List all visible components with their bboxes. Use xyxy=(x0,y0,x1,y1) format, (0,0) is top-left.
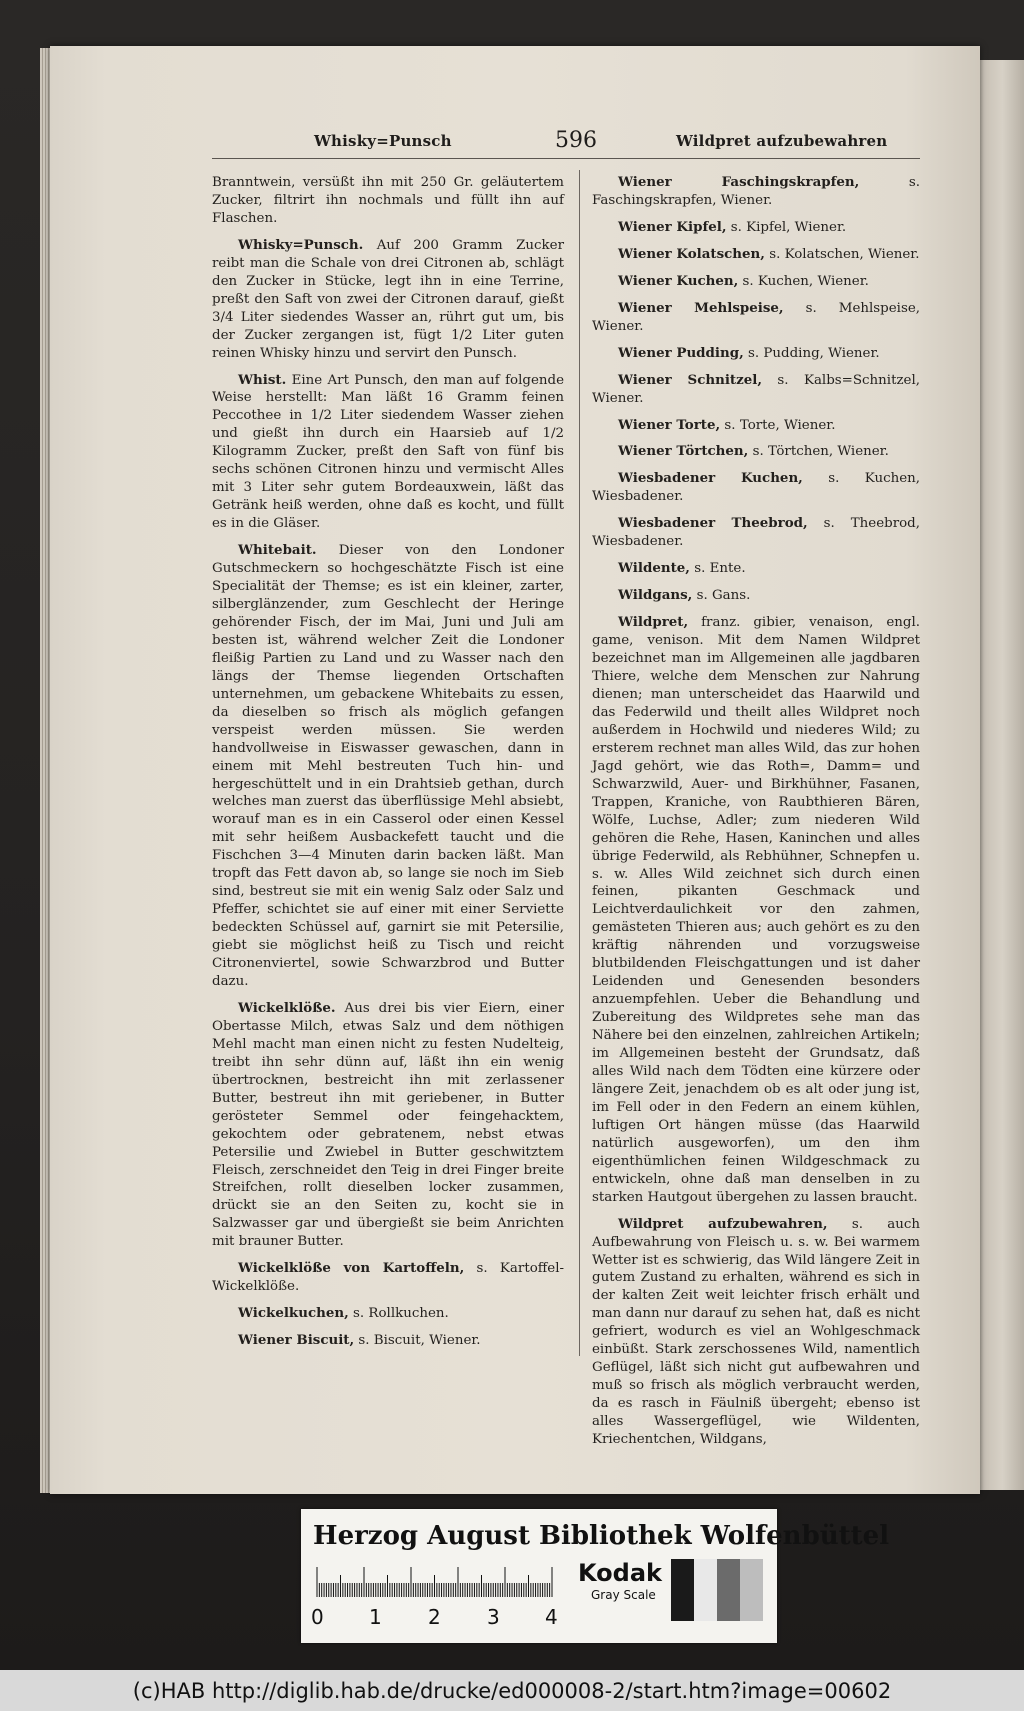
scale-number: 4 xyxy=(545,1605,558,1629)
entry-text: s. Törtchen, Wiener. xyxy=(748,444,889,460)
entry-keyword: Wildente, xyxy=(618,560,690,577)
entry-keyword: Whist. xyxy=(238,371,287,388)
entry-keyword: Wiesbadener Kuchen, xyxy=(618,470,803,487)
entry-text: Auf 200 Gramm Zucker reibt man die Schale von drei Citronen ab, schlägt den Zucker in Stücke, legt ihn in eine Terrine, preßt den Saft von zwei der Citronen darauf, gießt 3/4 Liter siedendes Wasser an, rührt gut um, bis der Zucker zergangen ist, fügt 1/2 Liter guten reinen Whisky hinzu und servirt den Punsch. xyxy=(212,237,564,361)
entry-keyword: Wickelklöße. xyxy=(238,999,336,1016)
entry-keyword: Whisky=Punsch. xyxy=(238,236,364,253)
entry-text: s. Rollkuchen. xyxy=(348,1306,449,1322)
dictionary-entry xyxy=(592,246,920,264)
entry-text: s. Theebrod, Wiesbadener. xyxy=(592,516,920,550)
dictionary-entry xyxy=(592,300,920,336)
dictionary-entry xyxy=(212,237,564,363)
right-text-column xyxy=(592,174,920,1458)
entry-text: s. auch Aufbewahrung von Fleisch u. s. w. Bei warmem Wetter ist es schwierig, das Wild längere Zeit in gutem Zustand zu erhalten, während es sich in der kalten Zeit weit leichter frisch erhält und man dann nur darauf zu sehen hat, daß es nicht gefriert, wodurch es viel an Wohlgeschmack einbüßt. Stark zerschossenes Wild, namentlich Geflügel, läßt sich nicht gut aufbewahren und muß so frisch als möglich verbraucht werden, da es rasch in Fäulniß übergeht; ebenso ist alles Wassergeflügel, wie Wildenten, Kriechentchen, Wildgans, xyxy=(592,1216,920,1448)
kodak-brand: Kodak xyxy=(578,1559,662,1587)
entry-keyword: Wiener Kuchen, xyxy=(618,272,739,289)
library-color-target xyxy=(301,1509,890,1643)
dictionary-entry xyxy=(212,542,564,991)
dictionary-entry xyxy=(592,515,920,551)
library-name: Herzog August Bibliothek Wolfenbüttel xyxy=(313,1521,890,1551)
dictionary-entry xyxy=(212,1305,564,1323)
entry-text: s. Kuchen, Wiener. xyxy=(738,273,869,289)
dictionary-entry xyxy=(592,372,920,408)
entry-text: s. Kolatschen, Wiener. xyxy=(764,246,920,262)
gray-scale-caption: Gray Scale xyxy=(591,1588,656,1602)
entry-keyword: Wiener Faschingskrapfen, xyxy=(618,174,860,190)
dictionary-entry xyxy=(592,345,920,363)
scale-number: 3 xyxy=(487,1605,500,1629)
running-head-right: Wildpret aufzubewahren xyxy=(676,132,888,150)
entry-text: s. Kalbs=Schnitzel, Wiener. xyxy=(592,372,920,406)
entry-text: Aus drei bis vier Eiern, einer Obertasse Milch, etwas Salz und dem nöthigen Mehl macht man einen nicht zu festen Nudelteig, treibt ihn sehr dünn auf, läßt ihn ein wenig übertrocknen, bestreicht ihn mit zerlassener Butter, bestreut ihn mit geriebener, in Butter gerösteter Semmel oder feingehacktem, gekochtem oder gebratenem, nebst etwas Petersilie und Zwiebel in Butter geschwitztem Fleisch, zerschneidet den Teig in drei Finger breite Streifchen, rollt dieselben locker zusammen, drückt sie an den Seiten zu, kocht sie in Salzwasser gar und übergießt sie beim Anrichten mit brauner Butter. xyxy=(212,1000,564,1250)
dictionary-entry xyxy=(592,560,920,578)
dictionary-entry xyxy=(212,1332,564,1350)
entry-text: s. Biscuit, Wiener. xyxy=(354,1333,481,1349)
left-text-column xyxy=(212,174,564,1359)
entry-keyword: Wickelklöße von Kartoffeln, xyxy=(238,1260,465,1277)
entry-text: s. Torte, Wiener. xyxy=(720,417,836,433)
scale-number: 1 xyxy=(369,1605,382,1629)
dictionary-entry xyxy=(592,587,920,605)
gray-scale-patches xyxy=(671,1559,763,1621)
entry-text: s. Kuchen, Wiesbadener. xyxy=(592,471,921,505)
dictionary-entry xyxy=(592,443,920,461)
footer-bar xyxy=(0,1670,1024,1711)
entry-text: s. Pudding, Wiener. xyxy=(743,345,880,361)
dictionary-entry xyxy=(212,1000,564,1251)
entry-text: Dieser von den Londoner Gutschmeckern so hochgeschätzte Fisch ist eine Specialität der Themse; es ist ein kleiner, zarter, silberglänzender, zum Geschlecht der Heringe gehörender Fisch, der im Mai, Juni und Juli am besten ist, während welcher Zeit die Londoner fleißig Partien zu Land und zu Wasser nach den längs der Themse liegenden Ortschaften unternehmen, um gebackene Whitebaits zu essen, da dieselben so frisch als möglich gefangen verspeist werden müssen. Sie werden handvollweise in Eiswasser gewaschen, dann in einem mit Mehl bestreuten Tuch hin- und hergeschüttelt und in ein Drahtsieb gethan, durch welches man zuerst das überflüssige Mehl absiebt, worauf man es in ein Casserol oder einen Kessel mit sehr heißem Ausbackefett taucht und die Fischchen 3—4 Minuten darin backen läßt. Man tropft das Fett davon ab, so lange sie noch im Sieb sind, bestreut sie mit ein wenig Salz oder Salz und Pfeffer, schichtet sie auf einer mit einer Serviette bedeckten Schüssel auf, garnirt sie mit Petersilie, giebt sie möglichst heiß zu Tisch und reicht Citronenviertel, sowie Schwarzbrod und Butter dazu. xyxy=(212,543,564,989)
entry-keyword: Wildgans, xyxy=(618,587,693,604)
entry-keyword: Wiener Kipfel, xyxy=(618,218,727,235)
entry-text: Eine Art Punsch, den man auf folgende Weise herstellt: Man läßt 16 Gramm feinen Peccothee in 1/2 Liter siedendem Wasser ziehen und gießt ihn durch ein Haarsieb auf 1/2 Kilogramm Zucker, preßt den Saft von fünf bis sechs schönen Citronen hinzu und vermischt Alles mit 3 Liter sehr gutem Bordeauxwein, läßt das Getränk heiß werden, ohne daß es kocht, und füllt es in die Gläser. xyxy=(212,372,564,532)
entry-keyword: Wildpret aufzubewahren, xyxy=(618,1215,828,1232)
entry-keyword: Wiener Kolatschen, xyxy=(618,245,765,262)
running-head-left: Whisky=Punsch xyxy=(314,132,452,150)
page-number: 596 xyxy=(555,128,597,153)
entry-keyword: Whitebait. xyxy=(238,542,317,559)
dictionary-entry xyxy=(592,614,920,1206)
dictionary-entry xyxy=(212,372,564,534)
scale-number: 2 xyxy=(428,1605,441,1629)
gray-patch xyxy=(671,1559,694,1621)
entry-text: s. Faschingskrapfen, Wiener. xyxy=(592,175,920,208)
entry-keyword: Wiener Pudding, xyxy=(618,344,744,361)
dictionary-entry xyxy=(592,470,920,506)
gray-patch xyxy=(717,1559,740,1621)
scale-ruler xyxy=(315,1563,565,1597)
copyright-url: (c)HAB http://diglib.hab.de/drucke/ed000008-2/start.htm?image=00602 xyxy=(132,1679,892,1703)
column-divider xyxy=(579,170,580,1356)
entry-text: s. Gans. xyxy=(692,588,751,604)
entry-text: s. Kipfel, Wiener. xyxy=(726,219,847,235)
entry-keyword: Wiener Biscuit, xyxy=(238,1332,355,1349)
entry-keyword: Wildpret, xyxy=(618,614,689,631)
entry-keyword: Wiesbadener Theebrod, xyxy=(618,515,808,532)
entry-text: franz. gibier, venaison, engl. game, venison. Mit dem Namen Wildpret bezeichnet man im Allgemeinen alle jagdbaren Thiere, welche dem Menschen zur Nahrung dienen; man unterscheidet das Haarwild und das Federwild und theilt alles Wildpret noch außerdem in Hochwild und niederes Wild; zu ersterem rechnet man alles Wild, das zur hohen Jagd gehört, wie das Roth=, Damm= und Schwarzwild, Auer- und Birkhühner, Fasanen, Trappen, Kraniche, von Raubthieren Bären, Wölfe, Luchse, Adler; zum niederen Wild gehören die Rehe, Hasen, Kaninchen und alles übrige Federwild, als Rebhühner, Schnepfen u. s. w. Alles Wild zeichnet sich durch einen feinen, pikanten Geschmack und Leichtverdaulichkeit vor den zahmen, gemästeten Thieren aus; auch gehört es zu den kräftig nährenden und vorzugsweise blutbildenden Fleischgattungen und ist daher Leidenden und Genesenden besonders anzuempfehlen. Ueber die Behandlung und Zubereitung des Wildpretes sehe man das Nähere bei den einzelnen, zahlreichen Artikeln; im Allgemeinen besteht der Grundsatz, daß alles Wild nach dem Tödten eine kürzere oder längere Zeit, jenachdem ob es alt oder jung ist, im Fell oder in den Federn an einem kühlen, luftigen Ort hängen müsse (das Haarwild natürlich ausgeworfen), um den ihm eigenthümlichen feinen Wildgeschmack zu entwickeln, ohne daß man denselben in zu starken Hautgout übergehen zu lassen braucht. xyxy=(592,615,920,1205)
dictionary-entry xyxy=(592,273,920,291)
dictionary-entry xyxy=(592,174,920,210)
dictionary-entry xyxy=(212,174,564,228)
dictionary-entry xyxy=(592,417,920,435)
dictionary-entry xyxy=(592,219,920,237)
entry-text: s. Ente. xyxy=(689,561,746,577)
entry-text: Branntwein, versüßt ihn mit 250 Gr. geläutertem Zucker, filtrirt ihn nochmals und füllt ihn auf Flaschen. xyxy=(212,175,564,226)
dictionary-entry xyxy=(212,1260,564,1296)
scale-number: 0 xyxy=(311,1605,324,1629)
entry-keyword: Wiener Törtchen, xyxy=(618,443,749,460)
entry-text: s. Kartoffel-Wickelklöße. xyxy=(212,1261,565,1295)
entry-keyword: Wiener Mehlspeise, xyxy=(618,299,784,316)
header-rule xyxy=(212,158,920,159)
entry-keyword: Wickelkuchen, xyxy=(238,1305,349,1322)
gray-patch xyxy=(740,1559,763,1621)
entry-text: s. Mehlspeise, Wiener. xyxy=(592,300,921,334)
dictionary-entry xyxy=(592,1216,920,1449)
gray-patch xyxy=(694,1559,717,1621)
entry-keyword: Wiener Schnitzel, xyxy=(618,371,762,388)
entry-keyword: Wiener Torte, xyxy=(618,416,721,433)
